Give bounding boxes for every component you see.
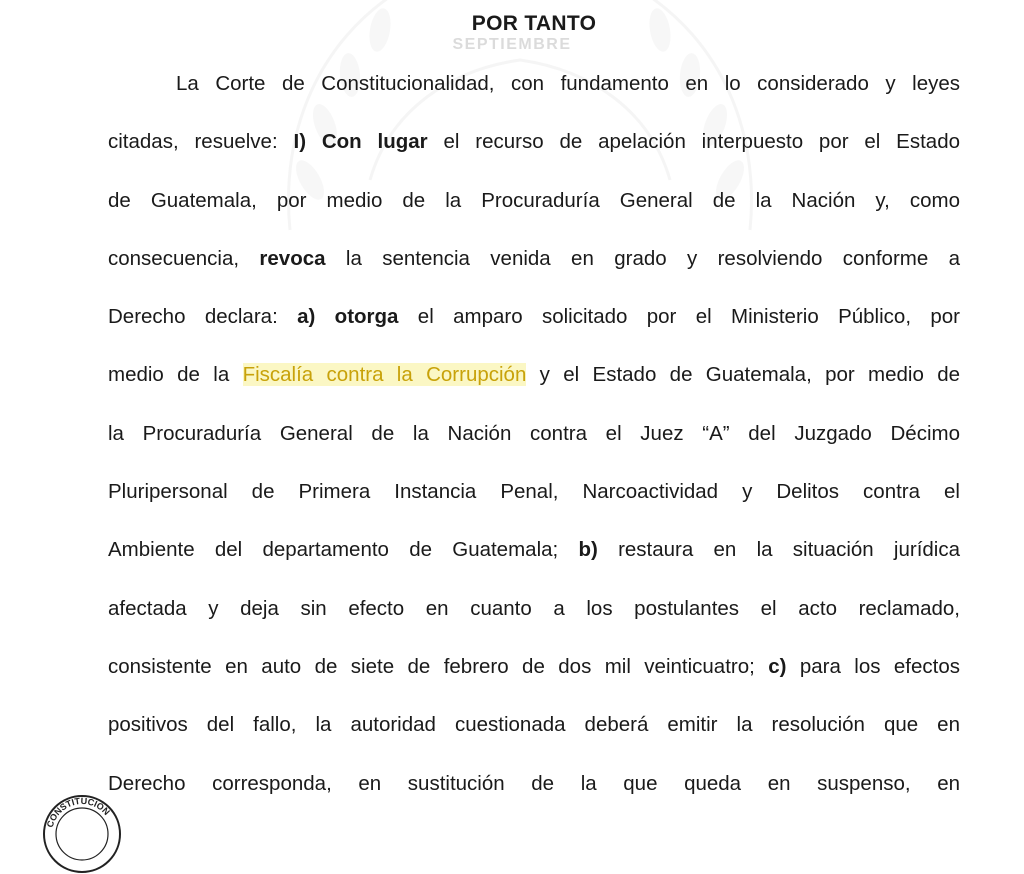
bold-text: I) Con lugar (293, 130, 428, 154)
bold-text: a) otorga (297, 305, 399, 329)
text-segment: medio de la (108, 363, 243, 387)
svg-text:CONSTITUCIÓN: CONSTITUCIÓN (44, 795, 112, 829)
text-segment: Ambiente del departamento de Guatemala; (108, 538, 579, 562)
text-line (108, 766, 960, 824)
text-line (108, 183, 960, 241)
text-line (108, 124, 960, 182)
text-line (108, 357, 960, 415)
text-segment: positivos del fallo, la autoridad cuestionada deberá emitir la resolución que en (108, 713, 960, 737)
text-line (108, 707, 960, 765)
text-line (108, 474, 960, 532)
text-segment: La Corte de Constitucionalidad, con fundamento en lo considerado y leyes (176, 72, 960, 95)
watermark-text: SEPTIEMBRE (452, 36, 572, 53)
bold-text: c) (768, 654, 787, 678)
text-line (108, 241, 960, 299)
bold-text: revoca (259, 246, 326, 270)
text-line (108, 66, 960, 124)
text-segment: el recurso de apelación interpuesto por el Estado (427, 130, 960, 154)
text-segment: el amparo solicitado por el Ministerio Público, por (398, 305, 960, 329)
section-heading: POR TANTO (471, 12, 597, 35)
text-segment: consecuencia, (108, 246, 260, 270)
text-segment: restaura en la situación jurídica (597, 538, 961, 562)
highlighted-text: Fiscalía contra la Corrupción (242, 363, 527, 387)
text-segment: afectada y deja sin efecto en cuanto a los postulantes el acto reclamado, (108, 596, 960, 620)
resolution-paragraph (108, 66, 960, 824)
court-seal (40, 790, 124, 874)
bold-text: b) (578, 538, 598, 562)
text-segment: la Procuraduría General de la Nación contra el Juez “A” del Juzgado Décimo (108, 421, 960, 445)
text-line (108, 416, 960, 474)
text-line (108, 299, 960, 357)
text-line (108, 591, 960, 649)
text-segment: de Guatemala, por medio de la Procuraduría General de la Nación y, como (108, 188, 960, 212)
text-segment: Derecho declara: (108, 305, 298, 329)
text-segment: consistente en auto de siete de febrero de dos mil veinticuatro; (108, 654, 769, 678)
text-segment: Pluripersonal de Primera Instancia Penal, Narcoactividad y Delitos contra el (108, 480, 960, 504)
text-line (108, 532, 960, 590)
text-segment: la sentencia venida en grado y resolviendo conforme a (325, 246, 960, 270)
text-segment: y el Estado de Guatemala, por medio de (526, 363, 960, 387)
text-line (108, 649, 960, 707)
text-segment: citadas, resuelve: (108, 130, 294, 154)
text-segment: para los efectos (786, 654, 960, 678)
text-segment: Derecho corresponda, en sustitución de la que queda en suspenso, en (108, 771, 960, 795)
